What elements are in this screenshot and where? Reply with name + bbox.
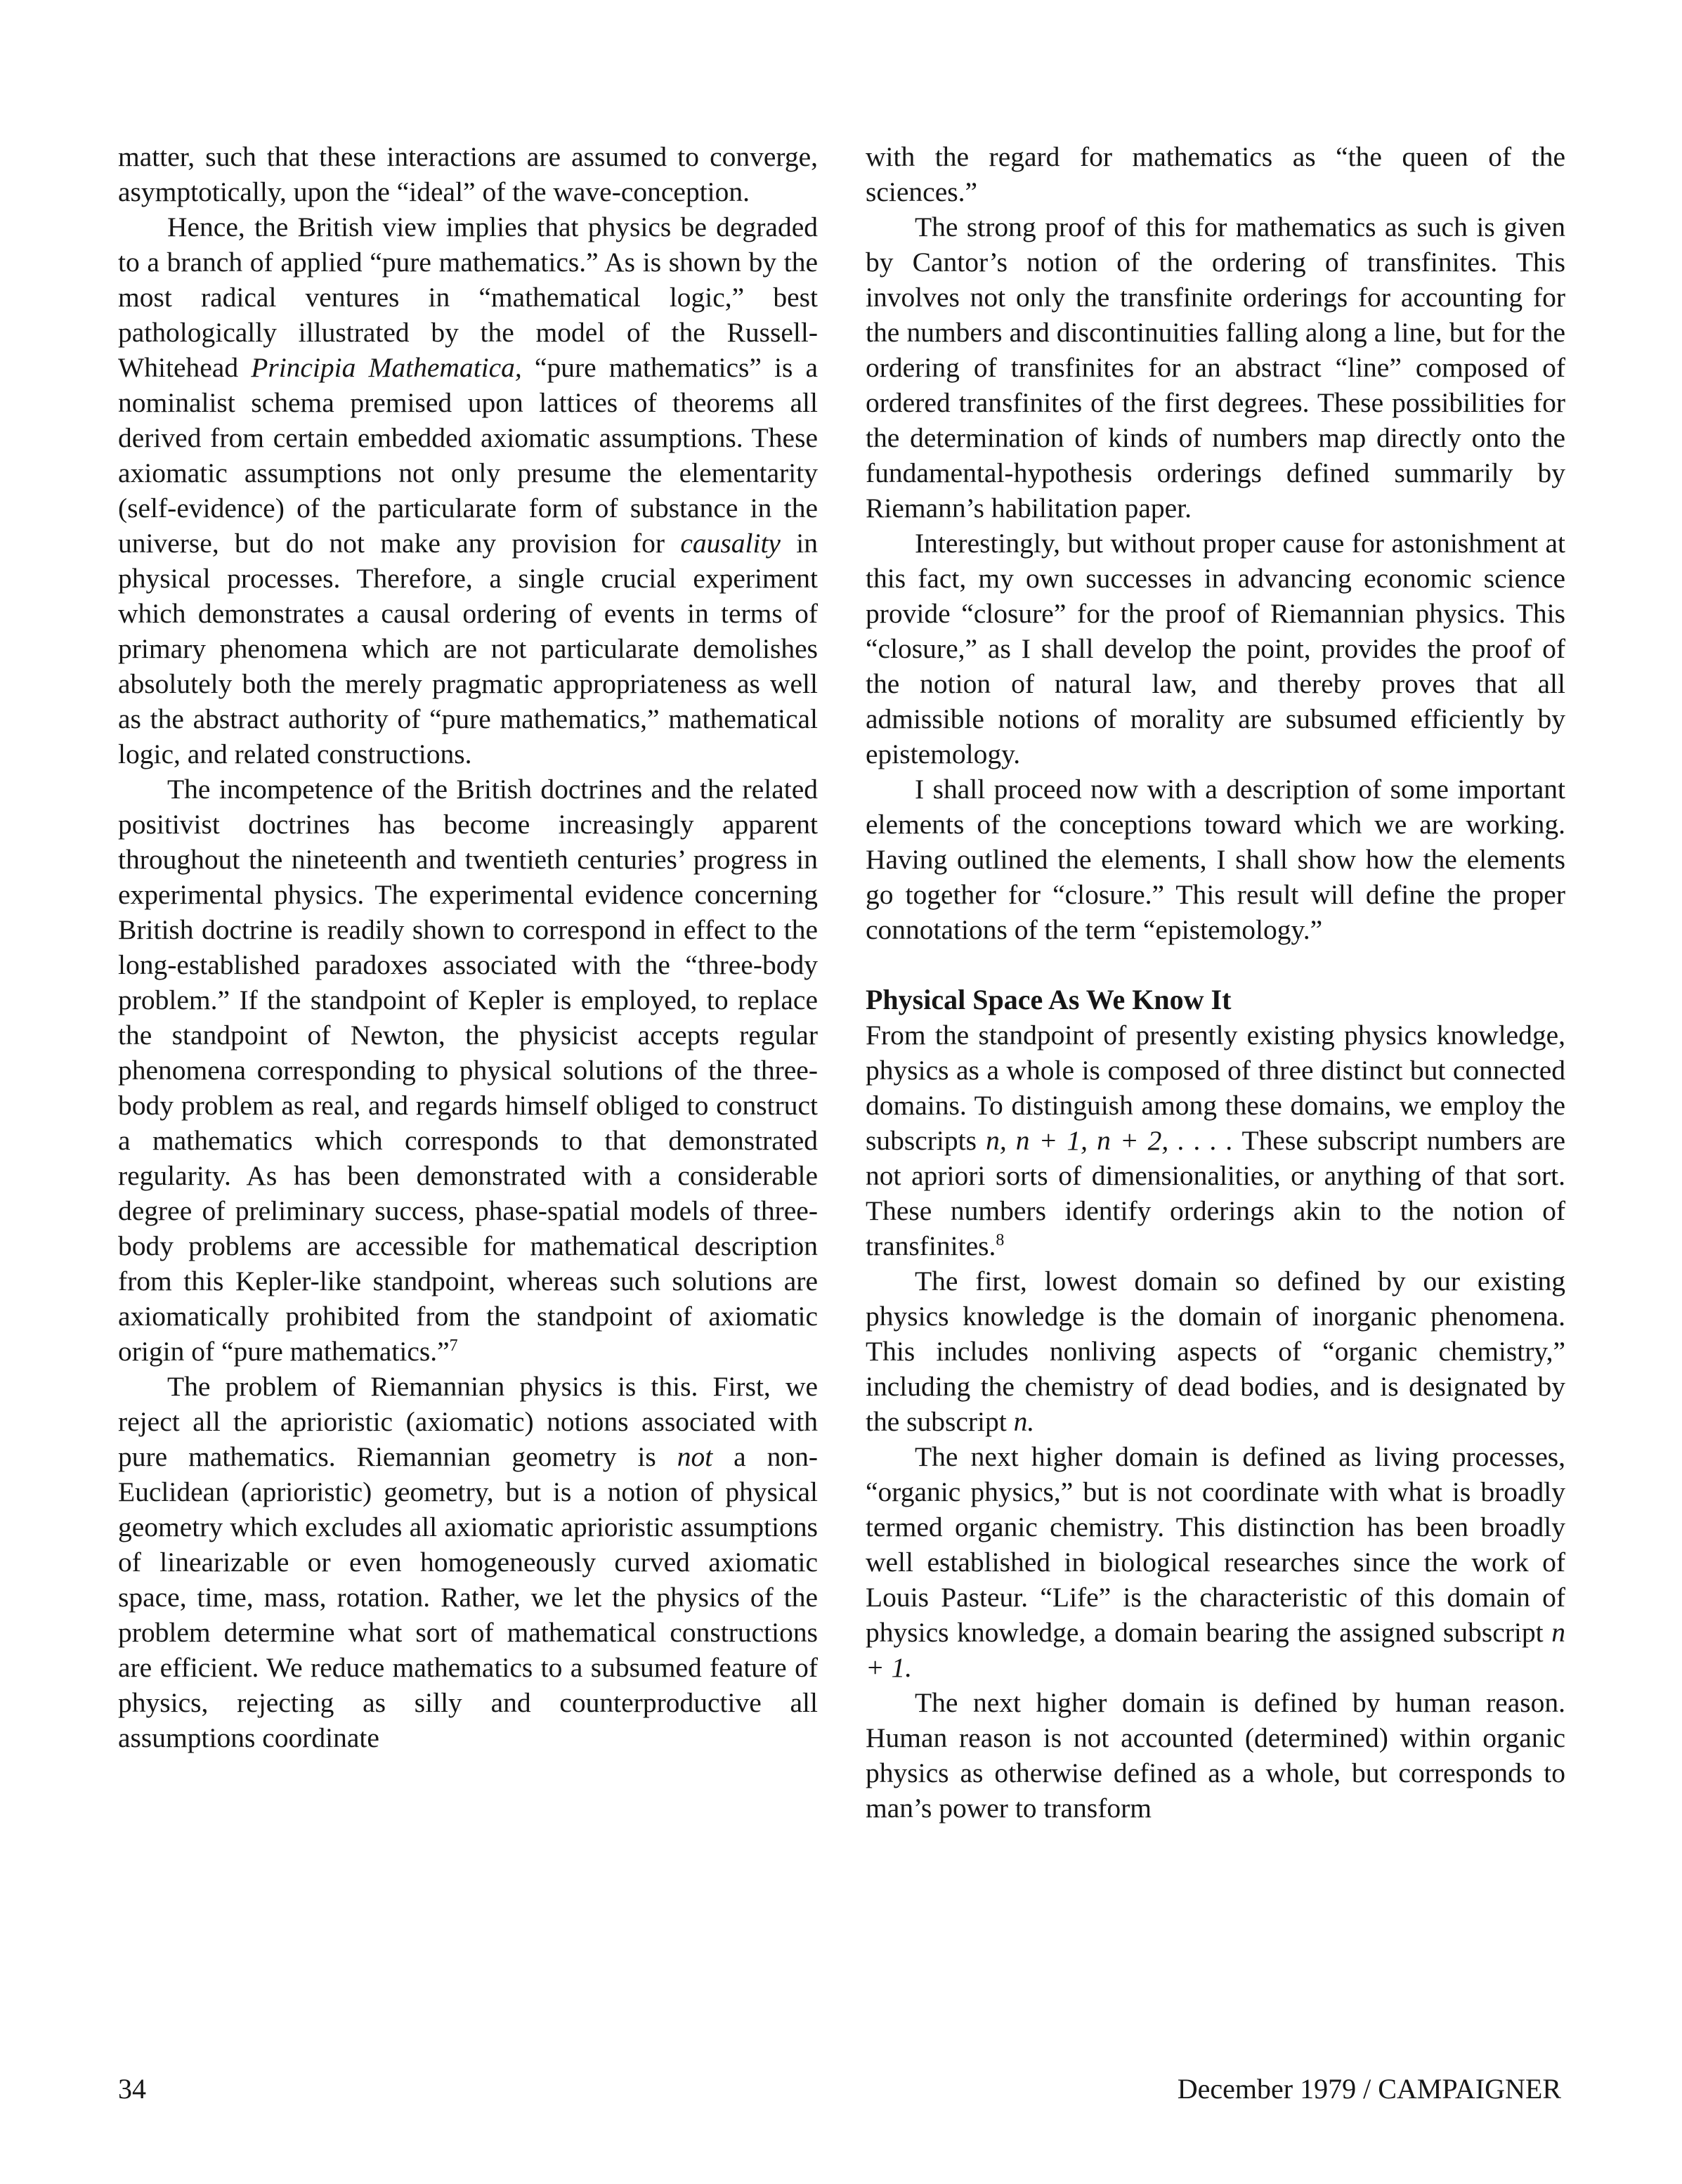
paragraph: The incompetence of the British doctrines and the related positivist doctrines has become increasingly apparent throughout the nineteenth and twentieth centuries’ progress in experimental physics. The experimental evidence concerning British doctrine is readily shown to correspond in effect to the long-established paradoxes associated with the “three-body problem.” If the standpoint of Kepler is employed, to replace the standpoint of Newton, the physicist accepts regular phenomena corresponding to physical solutions of the three-body problem as real, and regards himself obliged to construct a mathematics which corresponds to that demonstrated regularity. As has been demonstrated with a considerable degree of preliminary success, phase-spatial models of three-body problems are accessible for mathematical description from this Kepler-like standpoint, whereas such solutions are axiomatically prohibited from the standpoint of axiomatic origin of “pure mathematics.”$^7$ bbox=[118, 774, 818, 1367]
subscript: n + 1. bbox=[866, 1617, 1565, 1683]
right-column bbox=[866, 139, 1565, 1826]
book-title: Principia Mathematica, bbox=[251, 352, 522, 383]
subscript: n. bbox=[1013, 1406, 1035, 1437]
emphasis: causality bbox=[680, 528, 781, 559]
footnote-marker: 8 bbox=[996, 1230, 1005, 1249]
section-heading: Physical Space As We Know It bbox=[866, 984, 1232, 1015]
page-number: 34 bbox=[118, 2073, 146, 2105]
paragraph: with the regard for mathematics as “the queen of the sciences.” bbox=[866, 141, 1565, 207]
paragraph: From the standpoint of presently existing physics knowledge, physics as a whole is composed of three distinct but connected domains. To distinguish among these domains, we employ the subscripts n, n + 1, n + 2, . . . . These subscript numbers are not apriori sorts of dimensionalities, or anything of that sort. These numbers identify orderings akin to the notion of transfinites.$^8$ bbox=[866, 1020, 1566, 1261]
emphasis: not bbox=[677, 1441, 713, 1472]
running-footer: December 1979 / CAMPAIGNER bbox=[1177, 2073, 1561, 2105]
paragraph: Interestingly, but without proper cause for astonishment at this fact, my own successes in advancing economic science provide “closure” for the proof of Riemannian physics. This “closure,” as I shall develop the point, provides the proof of the notion of natural law, and thereby proves that all admissible notions of morality are subsumed efficiently by epistemology. bbox=[866, 528, 1565, 769]
subscripts: n, n + 1, n + 2, . . . . bbox=[986, 1125, 1234, 1156]
paragraph: The next higher domain is defined by human reason. Human reason is not accounted (determined) within organic physics as otherwise defined as a whole, but corresponds to man’s power to transform bbox=[866, 1687, 1565, 1824]
left-column bbox=[118, 139, 818, 1755]
paragraph: matter, such that these interactions are assumed to converge, asymptotically, upon the “ideal” of the wave-conception. bbox=[118, 141, 818, 207]
paragraph: The strong proof of this for mathematics as such is given by Cantor’s notion of the ordering of transfinites. This involves not only the transfinite orderings for accounting for the numbers and discontinuities falling along a line, but for the ordering of transfinites for an abstract “line” composed of ordered transfinites of the first degrees. These possibilities for the determination of kinds of numbers map directly onto the fundamental-hypothesis orderings defined summarily by Riemann’s habilitation paper. bbox=[866, 212, 1565, 524]
paragraph: The first, lowest domain so defined by our existing physics knowledge is the domain of inorganic phenomena. This includes nonliving aspects of “organic chemistry,” including the chemistry of dead bodies, and is designated by the subscript n. bbox=[866, 1266, 1565, 1437]
paragraph: The problem of Riemannian physics is this. First, we reject all the aprioristic (axiomatic) notions associated with pure mathematics. Riemannian geometry is not a non-Euclidean (aprioristic) geometry, but is a notion of physical geometry which excludes all axiomatic aprioristic assumptions of linearizable or even homogeneously curved axiomatic space, time, mass, rotation. Rather, we let the physics of the problem determine what sort of mathematical constructions are efficient. We reduce mathematics to a subsumed feature of physics, rejecting as silly and counterproductive all assumptions coordinate bbox=[118, 1371, 819, 1753]
paragraph: Hence, the British view implies that physics be degraded to a branch of applied “pure mathematics.” As is shown by the most radical ventures in “mathematical logic,” best pathologically illustrated by the model of the Russell-Whitehead Principia Mathematica, “pure mathematics” is a nominalist schema premised upon lattices of theorems all derived from certain embedded axiomatic assumptions. These axiomatic assumptions not only presume the elementarity (self-evidence) of the particularate form of substance in the universe, but do not make any provision for causality in physical processes. Therefore, a single crucial experiment which demonstrates a causal ordering of events in terms of primary phenomena which are not particularate demolishes absolutely both the merely pragmatic appropriateness as well as the abstract authority of “pure mathematics,” mathematical logic, and related constructions. bbox=[118, 212, 819, 769]
footnote-marker: 7 bbox=[449, 1336, 458, 1355]
paragraph: I shall proceed now with a description of some important elements of the conceptions toward which we are working. Having outlined the elements, I shall show how the elements go together for “closure.” This result will define the proper connotations of the term “epistemology.” bbox=[866, 774, 1565, 945]
paragraph: The next higher domain is defined as living processes, “organic physics,” but is not coordinate with what is broadly termed organic chemistry. This distinction has been broadly well established in biological researches since the work of Louis Pasteur. “Life” is the characteristic of this domain of physics knowledge, a domain bearing the assigned subscript n + 1. bbox=[866, 1441, 1565, 1683]
